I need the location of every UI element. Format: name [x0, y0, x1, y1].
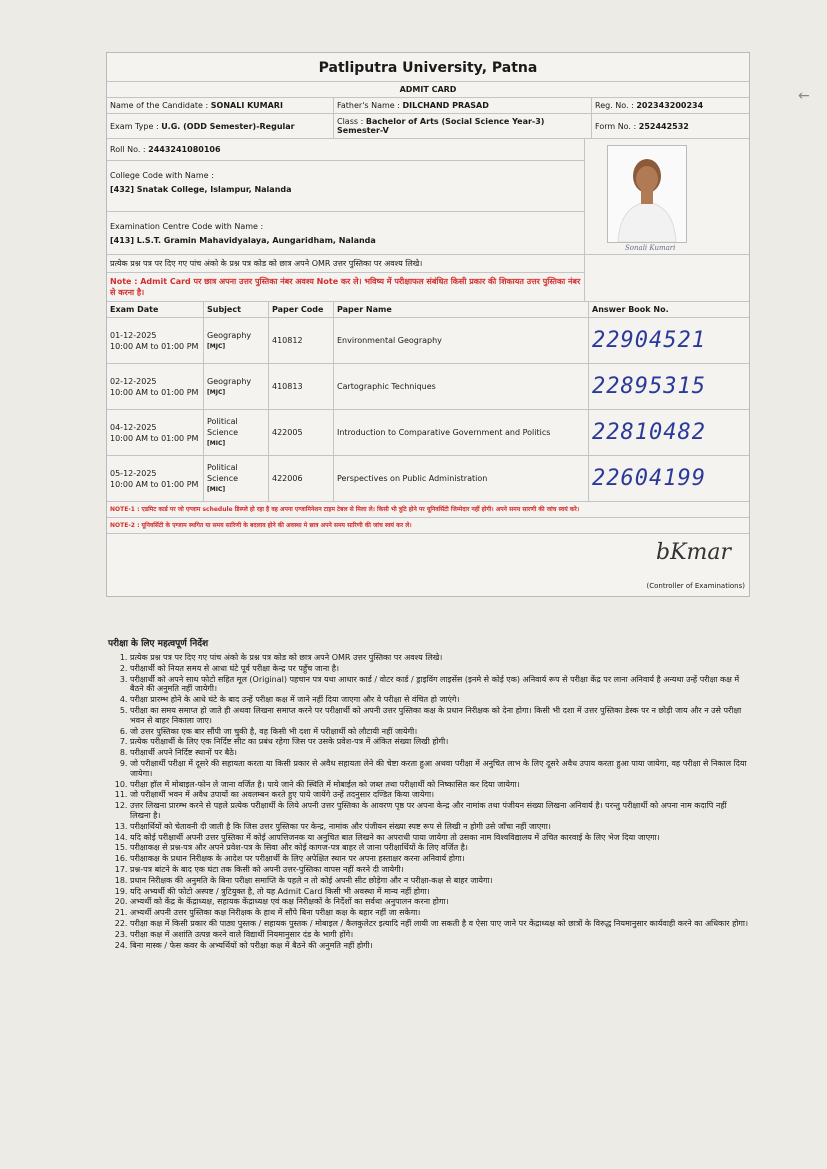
exam-date: 02-12-2025 [110, 376, 157, 386]
class-label: Class : [337, 117, 364, 126]
note-1: NOTE-1 : एडमिट कार्ड पर जो एग्जाम schedule डिस्प्ले हो रहा है वह अपना एग्जामिनेशन टाइम टेबल से मिला ले। किसी भी त्रुटि होने पर यूनिवर्सिटी जिम्मेदार नहीं होगी। अपने समय सारणी की जांच स्वयं करे। [107, 502, 749, 518]
list-item: 20. अभ्यर्थी को केंद्र के केंद्राध्यक्ष, सहायक केंद्राध्यक्ष एवं कक्ष निरीक्षकों के निर्देशों का सर्वथा अनुपालन करना होगा। [130, 897, 748, 907]
list-item: 2. परीक्षार्थी को नियत समय से आधा घंटे पूर्व परीक्षा केन्द्र पर पहुँच जाना है। [130, 664, 748, 674]
list-item: 7. प्रत्येक परीक्षार्थी के लिए एक निर्दिष्ट सीट का प्रबंध रहेगा जिस पर उसके प्रवेश-पत्र में अंकित संख्या लिखी होगी। [130, 737, 748, 747]
candidate-row-1 [107, 98, 749, 114]
subject-tag: [MJC] [207, 388, 226, 396]
class-name: Bachelor of Arts (Social Science Year-3) Semester-V [337, 117, 545, 135]
father-label: Father's Name : [337, 101, 400, 110]
subject: Geography [207, 376, 252, 386]
header-paper-name: Paper Name [334, 302, 589, 318]
paper-code: 422005 [269, 410, 334, 456]
list-item: 17. प्रश्न-पत्र बांटने के बाद एक घंटा तक किसी को अपनी उत्तर-पुस्तिका वापस नहीं करने दी जायेगी। [130, 865, 748, 875]
admit-card-note: Note : Admit Card पर छात्र अपना उत्तर पुस्तिका नंबर अवश्य Note कर ले। भविष्य में परीक्षाफल संबंधित किसी प्रकार की शिकायत उत्तर पुस्तिका नंबर से करना है। [107, 273, 584, 302]
college-label: College Code with Name : [110, 171, 214, 180]
photo-cell [585, 139, 749, 254]
list-item: 1. प्रत्येक प्रश्न पत्र पर दिए गए पांच अंको के प्रश्न पत्र कोड को छात्र अपने OMR उत्तर पुस्तिका पर अवश्य लिखे। [130, 653, 748, 663]
candidate-photo [607, 145, 687, 243]
list-item: 4. परीक्षा प्रारम्भ होने के आधे घंटे के बाद उन्हें परीक्षा कक्ष में जाने नहीं दिया जाएगा और वे परीक्षा से वंचित हो जाएंगे। [130, 695, 748, 705]
subject: Geography [207, 330, 252, 340]
paper-name: Environmental Geography [334, 318, 589, 364]
paper-code: 422006 [269, 456, 334, 502]
subject-tag: [MJC] [207, 342, 226, 350]
list-item: 15. परीक्षाकक्ष से प्रश्न-पत्र और अपने प्रवेश-पत्र के सिवा और कोई कागज-पत्र बाहर ले जाना परीक्षार्थियों के लिए वर्जित है। [130, 843, 748, 853]
exam-schedule-table [107, 302, 749, 502]
info-block [107, 139, 749, 255]
list-item: 22. परीक्षा कक्ष में किसी प्रकार की पाठ्य पुस्तक / सहायक पुस्तक / मोबाइल / कैलकुलेटर इत्यादि नहीं लायी जा सकती है व ऐसा पाए जाने पर केंद्राध्यक्ष को छात्रों के विरुद्ध नियमानुसार कार्यवाही करने का अधिकार होगा। [130, 919, 748, 929]
note-2: NOTE-2 : यूनिवर्सिटी के एग्जाम स्थगित या समय सारिणी के बदलाव होने की अवस्था मे छात्र अपने समय सारिणी की जांच स्वयं कर ले। [107, 518, 749, 534]
controller-label: (Controller of Examinations) [646, 582, 745, 590]
reg-label: Reg. No. : [595, 101, 634, 110]
signature-area [107, 534, 749, 596]
subject: Political Science [207, 463, 239, 483]
header-subject: Subject [204, 302, 269, 318]
subject: Political Science [207, 417, 239, 437]
exam-date: 04-12-2025 [110, 422, 157, 432]
photo-signature: Sonali Kumari [625, 244, 676, 252]
reg-number: 202343200234 [636, 101, 704, 110]
name-label: Name of the Candidate : [110, 101, 209, 110]
list-item: 9. जो परीक्षार्थी परीक्षा में दूसरे की सहायता करता या किसी प्रकार से अवैध सहायता लेने की चेष्टा करता हुआ अथवा परीक्षा में अनुचित लाभ के लिए दूसरे अवैध उपाय करता हुआ पाया जायेगा, वह परीक्षा से निकाल दिया जायेगा। [130, 759, 748, 779]
admit-card [106, 52, 750, 597]
list-item: 14. यदि कोई परीक्षार्थी अपनी उत्तर पुस्तिका में कोई आपत्तिजनक या अनुचित बात लिखने का अपराधी पाया जायेगा तो उसका नाम विश्वविद्यालय में उचित कारवाई के लिए भेज दिया जाएगा। [130, 833, 748, 843]
table-row [107, 364, 749, 410]
roll-number: 2443241080106 [148, 145, 221, 154]
answer-book-number: 22810482 [589, 410, 750, 456]
paper-name: Introduction to Comparative Government and Politics [334, 410, 589, 456]
college-name: [432] Snatak College, Islampur, Nalanda [110, 185, 292, 194]
list-item: 5. परीक्षा का समय समाप्त हो जाते ही अथवा लिखना समाप्त करने पर परीक्षार्थी को अपनी उत्तर पुस्तिका कक्ष के प्रधान निरीक्षक को देना होगा। किसी भी दशा में उत्तर पुस्तिका डेस्क पर न छोड़ी जाय और न उसे परीक्षा भवन से बाहर निकाला जाए। [130, 706, 748, 726]
list-item: 23. परीक्षा कक्ष में अशांति उत्पन्न करने वाले विद्यार्थी नियमानुसार दंड के भागी होंगे। [130, 930, 748, 940]
subject-tag: [MIC] [207, 440, 226, 447]
centre-label: Examination Centre Code with Name : [110, 222, 264, 231]
header-paper-code: Paper Code [269, 302, 334, 318]
roll-label: Roll No. : [110, 145, 146, 154]
form-label: Form No. : [595, 122, 637, 131]
list-item: 12. उत्तर लिखना प्रारम्भ करने से पहले प्रत्येक परीक्षार्थी के लिये अपनी उत्तर पुस्तिका के आवरण पृष्ठ पर अपना केन्द्र और नामांक तथा पंजीयन संख्या लिखना अनिवार्य है। परन्तु परीक्षार्थी को अपना नाम कदापि नहीं लिखना है। [130, 801, 748, 821]
header-exam-date: Exam Date [107, 302, 204, 318]
list-item: 13. परीक्षार्थियों को चेतावनी दी जाती है कि जिस उत्तर पुस्तिका पर केन्द्र, नामांक और पंजीयन संख्या स्पष्ट रूप से लिखी न होगी उसे जाँचा नहीं जाएगा। [130, 822, 748, 832]
university-title: Patliputra University, Patna [107, 53, 749, 82]
exam-type-label: Exam Type : [110, 122, 159, 131]
candidate-photo-image [608, 146, 686, 242]
instructions-section [108, 636, 748, 951]
list-item: 19. यदि अभ्यर्थी की फोटो अस्पष्ट / त्रुटियुक्त है, तो यह Admit Card किसी भी अवस्था में मान्य नहीं होगा। [130, 887, 748, 897]
centre-name: [413] L.S.T. Gramin Mahavidyalaya, Aungaridham, Nalanda [110, 236, 376, 245]
table-header [107, 302, 749, 318]
controller-signature: bKmar [655, 540, 731, 565]
paper-name: Perspectives on Public Administration [334, 456, 589, 502]
instructions-list [108, 653, 748, 950]
answer-book-number: 22895315 [589, 364, 750, 410]
exam-time: 10:00 AM to 01:00 PM [110, 341, 199, 351]
paper-name: Cartographic Techniques [334, 364, 589, 410]
list-item: 6. जो उत्तर पुस्तिका एक बार सौंपी जा चुकी है, वह किसी भी दशा में परीक्षार्थी को लौटायी नहीं जायेगी। [130, 727, 748, 737]
list-item: 3. परीक्षार्थी को अपने साथ फोटो सहित मूल (Original) पहचान पत्र यथा आधार कार्ड / वोटर कार्ड / ड्राइविंग लाइसेंस (इनमे से कोई एक) अनिवार्य रूप से परीक्षा केंद्र पर लाना अनिवार्य है अन्यथा उन्हें परीक्षा कक्ष में बैठने की अनुमति नहीं जायेगी। [130, 675, 748, 695]
header-answer-book: Answer Book No. [589, 302, 750, 318]
answer-book-number: 22604199 [589, 456, 750, 502]
candidate-name: SONALI KUMARI [210, 101, 283, 110]
list-item: 21. अभ्यर्थी अपनी उत्तर पुस्तिका कक्ष निरीक्षक के हाथ में सौंपे बिना परीक्षा कक्ष के बहार नहीं जा सकेगा। [130, 908, 748, 918]
exam-time: 10:00 AM to 01:00 PM [110, 433, 199, 443]
list-item: 16. परीक्षाकक्ष के प्रधान निरीक्षक के आदेश पर परीक्षार्थी के लिए अपेक्षित स्थान पर अपना हस्ताक्षर करना अनिवार्य होगा। [130, 854, 748, 864]
answer-book-number: 22904521 [589, 318, 750, 364]
table-row [107, 456, 749, 502]
table-row [107, 318, 749, 364]
candidate-row-2 [107, 114, 749, 139]
instructions-title: परीक्षा के लिए महत्वपूर्ण निर्देश [108, 639, 209, 649]
exam-time: 10:00 AM to 01:00 PM [110, 479, 199, 489]
list-item: 11. जो परीक्षार्थी भवन में अवैध उपायों का अवलम्बन करते हुए पाये जायेंगे उन्हें तदनुसार दण्डित किया जायेगा। [130, 790, 748, 800]
table-row [107, 410, 749, 456]
omr-instruction: प्रत्येक प्रश्न पत्र पर दिए गए पांच अंको के प्रश्न पत्र कोड को छात्र अपने OMR उत्तर पुस्तिका पर अवश्य लिखे। [107, 255, 584, 273]
paper-code: 410813 [269, 364, 334, 410]
exam-time: 10:00 AM to 01:00 PM [110, 387, 199, 397]
father-name: DILCHAND PRASAD [402, 101, 489, 110]
admit-card-heading: ADMIT CARD [107, 82, 749, 98]
exam-date: 05-12-2025 [110, 468, 157, 478]
subject-tag: [MIC] [207, 486, 226, 493]
list-item: 10. परीक्षा हॉल में मोबाइल-फोन ले जाना वर्जित है। पाये जाने की स्थिति में मोबाईल को जब्त तथा परीक्षार्थी को निष्कासित कर दिया जायेगा। [130, 780, 748, 790]
list-item: 8. परीक्षार्थी अपने निर्दिष्ट स्थानों पर बैठे। [130, 748, 748, 758]
exam-type: U.G. (ODD Semester)-Regular [161, 122, 295, 131]
paper-code: 410812 [269, 318, 334, 364]
list-item: 24. बिना मास्क / फेस कवर के अभ्यर्थियों को परीक्षा कक्ष में बैठने की अनुमति नहीं होगी। [130, 941, 748, 951]
form-number: 252442532 [638, 122, 689, 131]
exam-date: 01-12-2025 [110, 330, 157, 340]
list-item: 18. प्रधान निरीक्षक की अनुमति के बिना परीक्षा समाप्ति के पहले न तो कोई अपनी सीट छोड़ेगा और न परीक्षा-कक्ष से बाहर जायेगा। [130, 876, 748, 886]
margin-mark: ← [798, 88, 810, 104]
